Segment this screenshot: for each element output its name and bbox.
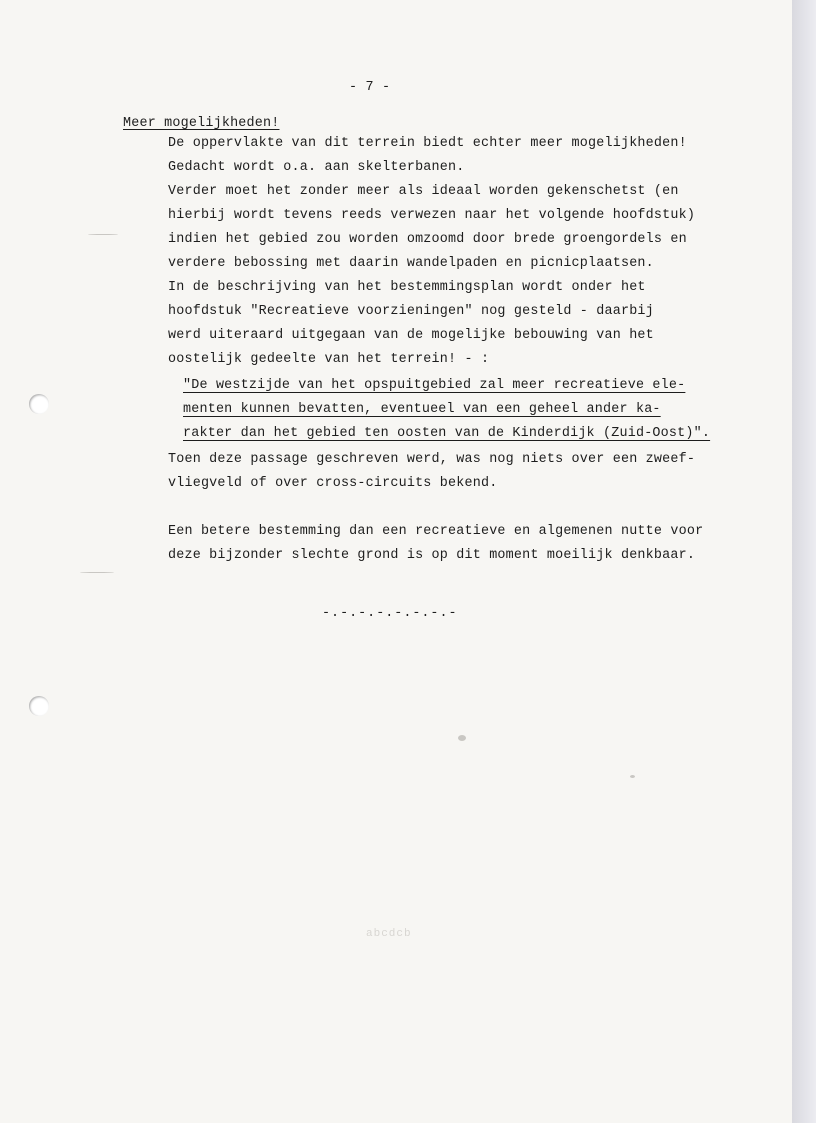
punch-hole	[29, 394, 49, 414]
paragraph-line: hierbij wordt tevens reeds verwezen naar het volgende hoofdstuk)	[168, 208, 696, 223]
paragraph-line: deze bijzonder slechte grond is op dit moment moeilijk denkbaar.	[168, 548, 696, 563]
quote-line: rakter dan het gebied ten oosten van de Kinderdijk (Zuid-Oost)".	[183, 426, 711, 441]
paragraph-line: Verder moet het zonder meer als ideaal worden gekenschetst (en	[168, 184, 679, 199]
paragraph-line: Toen deze passage geschreven werd, was nog niets over een zweef-	[168, 452, 696, 467]
paragraph-line: oostelijk gedeelte van het terrein! - :	[168, 352, 490, 367]
page-number: - 7 -	[349, 80, 391, 95]
paragraph-line: werd uiteraard uitgegaan van de mogelijke bebouwing van het	[168, 328, 654, 343]
paper-speck	[88, 234, 118, 235]
paragraph-line: indien het gebied zou worden omzoomd door brede groengordels en	[168, 232, 687, 247]
punch-hole	[29, 696, 49, 716]
separator-line: -.-.-.-.-.-.-.-	[322, 606, 458, 621]
paper-speck	[458, 735, 466, 741]
paper-speck	[630, 775, 635, 778]
paragraph-line: Gedacht wordt o.a. aan skelterbanen.	[168, 160, 465, 175]
section-heading: Meer mogelijkheden!	[123, 116, 280, 131]
background-edge	[792, 0, 816, 1123]
paragraph-line: Een betere bestemming dan een recreatieve en algemenen nutte voor	[168, 524, 704, 539]
paragraph-line: In de beschrijving van het bestemmingsplan wordt onder het	[168, 280, 646, 295]
paper-speck	[80, 572, 114, 573]
faint-stamp-mark: abcdcb	[366, 928, 412, 940]
paragraph-line: De oppervlakte van dit terrein biedt echter meer mogelijkheden!	[168, 136, 687, 151]
paragraph-line: hoofdstuk "Recreatieve voorzieningen" nog gesteld - daarbij	[168, 304, 654, 319]
quote-line: "De westzijde van het opspuitgebied zal meer recreatieve ele-	[183, 378, 686, 393]
quote-line: menten kunnen bevatten, eventueel van een geheel ander ka-	[183, 402, 661, 417]
paragraph-line: verdere bebossing met daarin wandelpaden en picnicplaatsen.	[168, 256, 654, 271]
paragraph-line: vliegveld of over cross-circuits bekend.	[168, 476, 498, 491]
